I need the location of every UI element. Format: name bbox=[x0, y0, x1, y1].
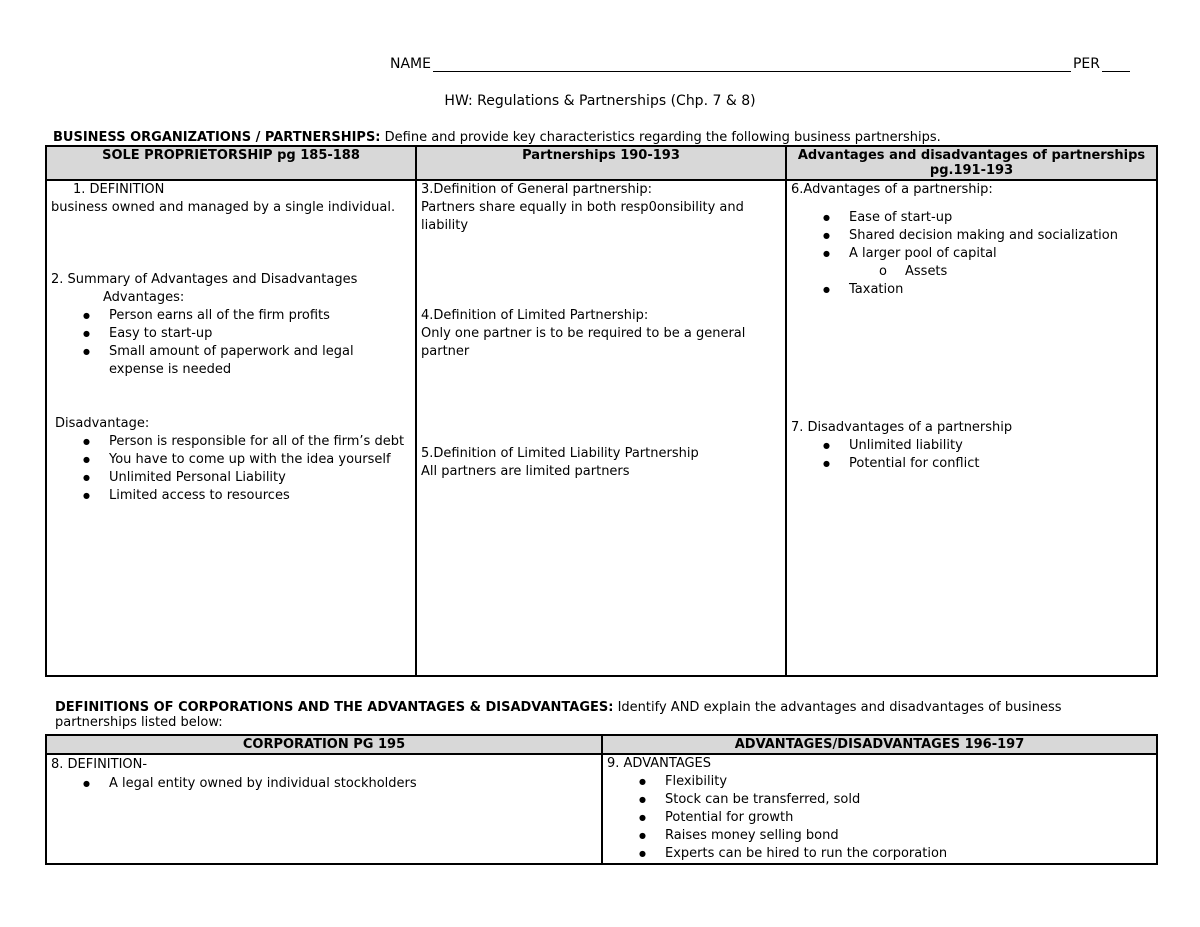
list-item: ● Unlimited liability bbox=[849, 437, 1152, 455]
corporations-table-header bbox=[46, 735, 1157, 754]
corporation-definition-list bbox=[51, 774, 597, 793]
corporations-table-row bbox=[46, 754, 1157, 864]
list-item: ● Limited access to resources bbox=[109, 487, 411, 505]
per-blank[interactable] bbox=[1102, 57, 1130, 72]
partnership-advantages-list bbox=[791, 209, 1152, 263]
q1-heading: 1. DEFINITION bbox=[73, 182, 165, 197]
sub-list-item: o Assets bbox=[905, 263, 1152, 281]
corporations-table bbox=[45, 734, 1158, 865]
q9-heading: 9. ADVANTAGES bbox=[607, 756, 712, 771]
list-item: ● Potential for growth bbox=[665, 809, 1152, 827]
section2-heading bbox=[55, 700, 1145, 730]
list-item: ● Shared decision making and socialization bbox=[849, 227, 1152, 245]
advantages-label: Advantages: bbox=[103, 290, 185, 305]
q2-heading: 2. Summary of Advantages and Disadvantages bbox=[51, 272, 358, 287]
q6-heading: 6.Advantages of a partnership: bbox=[791, 182, 993, 197]
list-item: ● Experts can be hired to run the corporation bbox=[665, 845, 1152, 863]
col-header-corp-adv-disadv: ADVANTAGES/DISADVANTAGES 196-197 bbox=[602, 735, 1157, 754]
disadvantage-label: Disadvantage: bbox=[55, 416, 150, 431]
list-item: ● You have to come up with the idea yourself bbox=[109, 451, 411, 469]
list-item: ● A legal entity owned by individual stockholders bbox=[109, 774, 597, 793]
page-title: HW: Regulations & Partnerships (Chp. 7 & 8) bbox=[444, 93, 756, 109]
list-item: ● Raises money selling bond bbox=[665, 827, 1152, 845]
advantages-list bbox=[51, 307, 411, 379]
partnerships-table bbox=[45, 145, 1158, 677]
q5-heading: 5.Definition of Limited Liability Partnership bbox=[421, 446, 699, 461]
q5-answer: All partners are limited partners bbox=[421, 464, 630, 479]
partnerships-table-header bbox=[46, 146, 1157, 180]
q8-heading: 8. DEFINITION- bbox=[51, 757, 148, 772]
partnerships-cell[interactable] bbox=[416, 180, 786, 676]
corporation-definition-cell[interactable] bbox=[46, 754, 602, 864]
col-header-sole-proprietorship: SOLE PROPRIETORSHIP pg 185-188 bbox=[46, 146, 416, 180]
capital-sublist bbox=[791, 263, 1152, 281]
corporation-advantages-list bbox=[607, 773, 1152, 863]
q4-answer: Only one partner is to be required to be a general partner bbox=[421, 326, 746, 359]
q1-answer: business owned and managed by a single individual. bbox=[51, 200, 396, 215]
partnership-adv-disadv-cell[interactable] bbox=[786, 180, 1157, 676]
q7-heading: 7. Disadvantages of a partnership bbox=[791, 420, 1013, 435]
list-item: ● A larger pool of capital bbox=[849, 245, 1152, 263]
list-item: ● Potential for conflict bbox=[849, 455, 1152, 473]
section2-heading-bold: DEFINITIONS OF CORPORATIONS AND THE ADVANTAGES & DISADVANTAGES: bbox=[55, 700, 614, 715]
disadvantages-list bbox=[51, 433, 411, 505]
list-item: ● Small amount of paperwork and legal expense is needed bbox=[109, 343, 411, 379]
list-item: ● Taxation bbox=[849, 281, 1152, 299]
q3-answer: Partners share equally in both resp0onsibility and liability bbox=[421, 200, 744, 233]
section1-heading-text: Define and provide key characteristics regarding the following business partnerships. bbox=[380, 130, 941, 145]
col-header-partnerships: Partnerships 190-193 bbox=[416, 146, 786, 180]
list-item: ● Person is responsible for all of the firm’s debt bbox=[109, 433, 411, 451]
name-per-line bbox=[390, 56, 1130, 72]
col-header-corporation: CORPORATION PG 195 bbox=[46, 735, 602, 754]
corporation-advantages-cell[interactable] bbox=[602, 754, 1157, 864]
list-item: ● Flexibility bbox=[665, 773, 1152, 791]
col-header-adv-disadv: Advantages and disadvantages of partnerships pg.191-193 bbox=[786, 146, 1157, 180]
q3-heading: 3.Definition of General partnership: bbox=[421, 182, 653, 197]
list-item: ● Easy to start-up bbox=[109, 325, 411, 343]
name-label: NAME bbox=[390, 56, 431, 72]
list-item: ● Unlimited Personal Liability bbox=[109, 469, 411, 487]
list-item: ● Stock can be transferred, sold bbox=[665, 791, 1152, 809]
section1-heading bbox=[53, 130, 941, 145]
partnership-advantages-list-cont bbox=[791, 281, 1152, 299]
list-item: ● Ease of start-up bbox=[849, 209, 1152, 227]
per-label: PER bbox=[1072, 56, 1100, 72]
sole-proprietorship-cell[interactable] bbox=[46, 180, 416, 676]
section1-heading-bold: BUSINESS ORGANIZATIONS / PARTNERSHIPS: bbox=[53, 130, 381, 145]
partnerships-table-row bbox=[46, 180, 1157, 676]
q4-heading: 4.Definition of Limited Partnership: bbox=[421, 308, 649, 323]
list-item: ● Person earns all of the firm profits bbox=[109, 307, 411, 325]
partnership-disadvantages-list bbox=[791, 437, 1152, 473]
name-blank[interactable] bbox=[433, 57, 1071, 72]
section2-heading-text: Identify AND explain the advantages and disadvantages of business partnerships listed below: bbox=[55, 700, 1062, 730]
